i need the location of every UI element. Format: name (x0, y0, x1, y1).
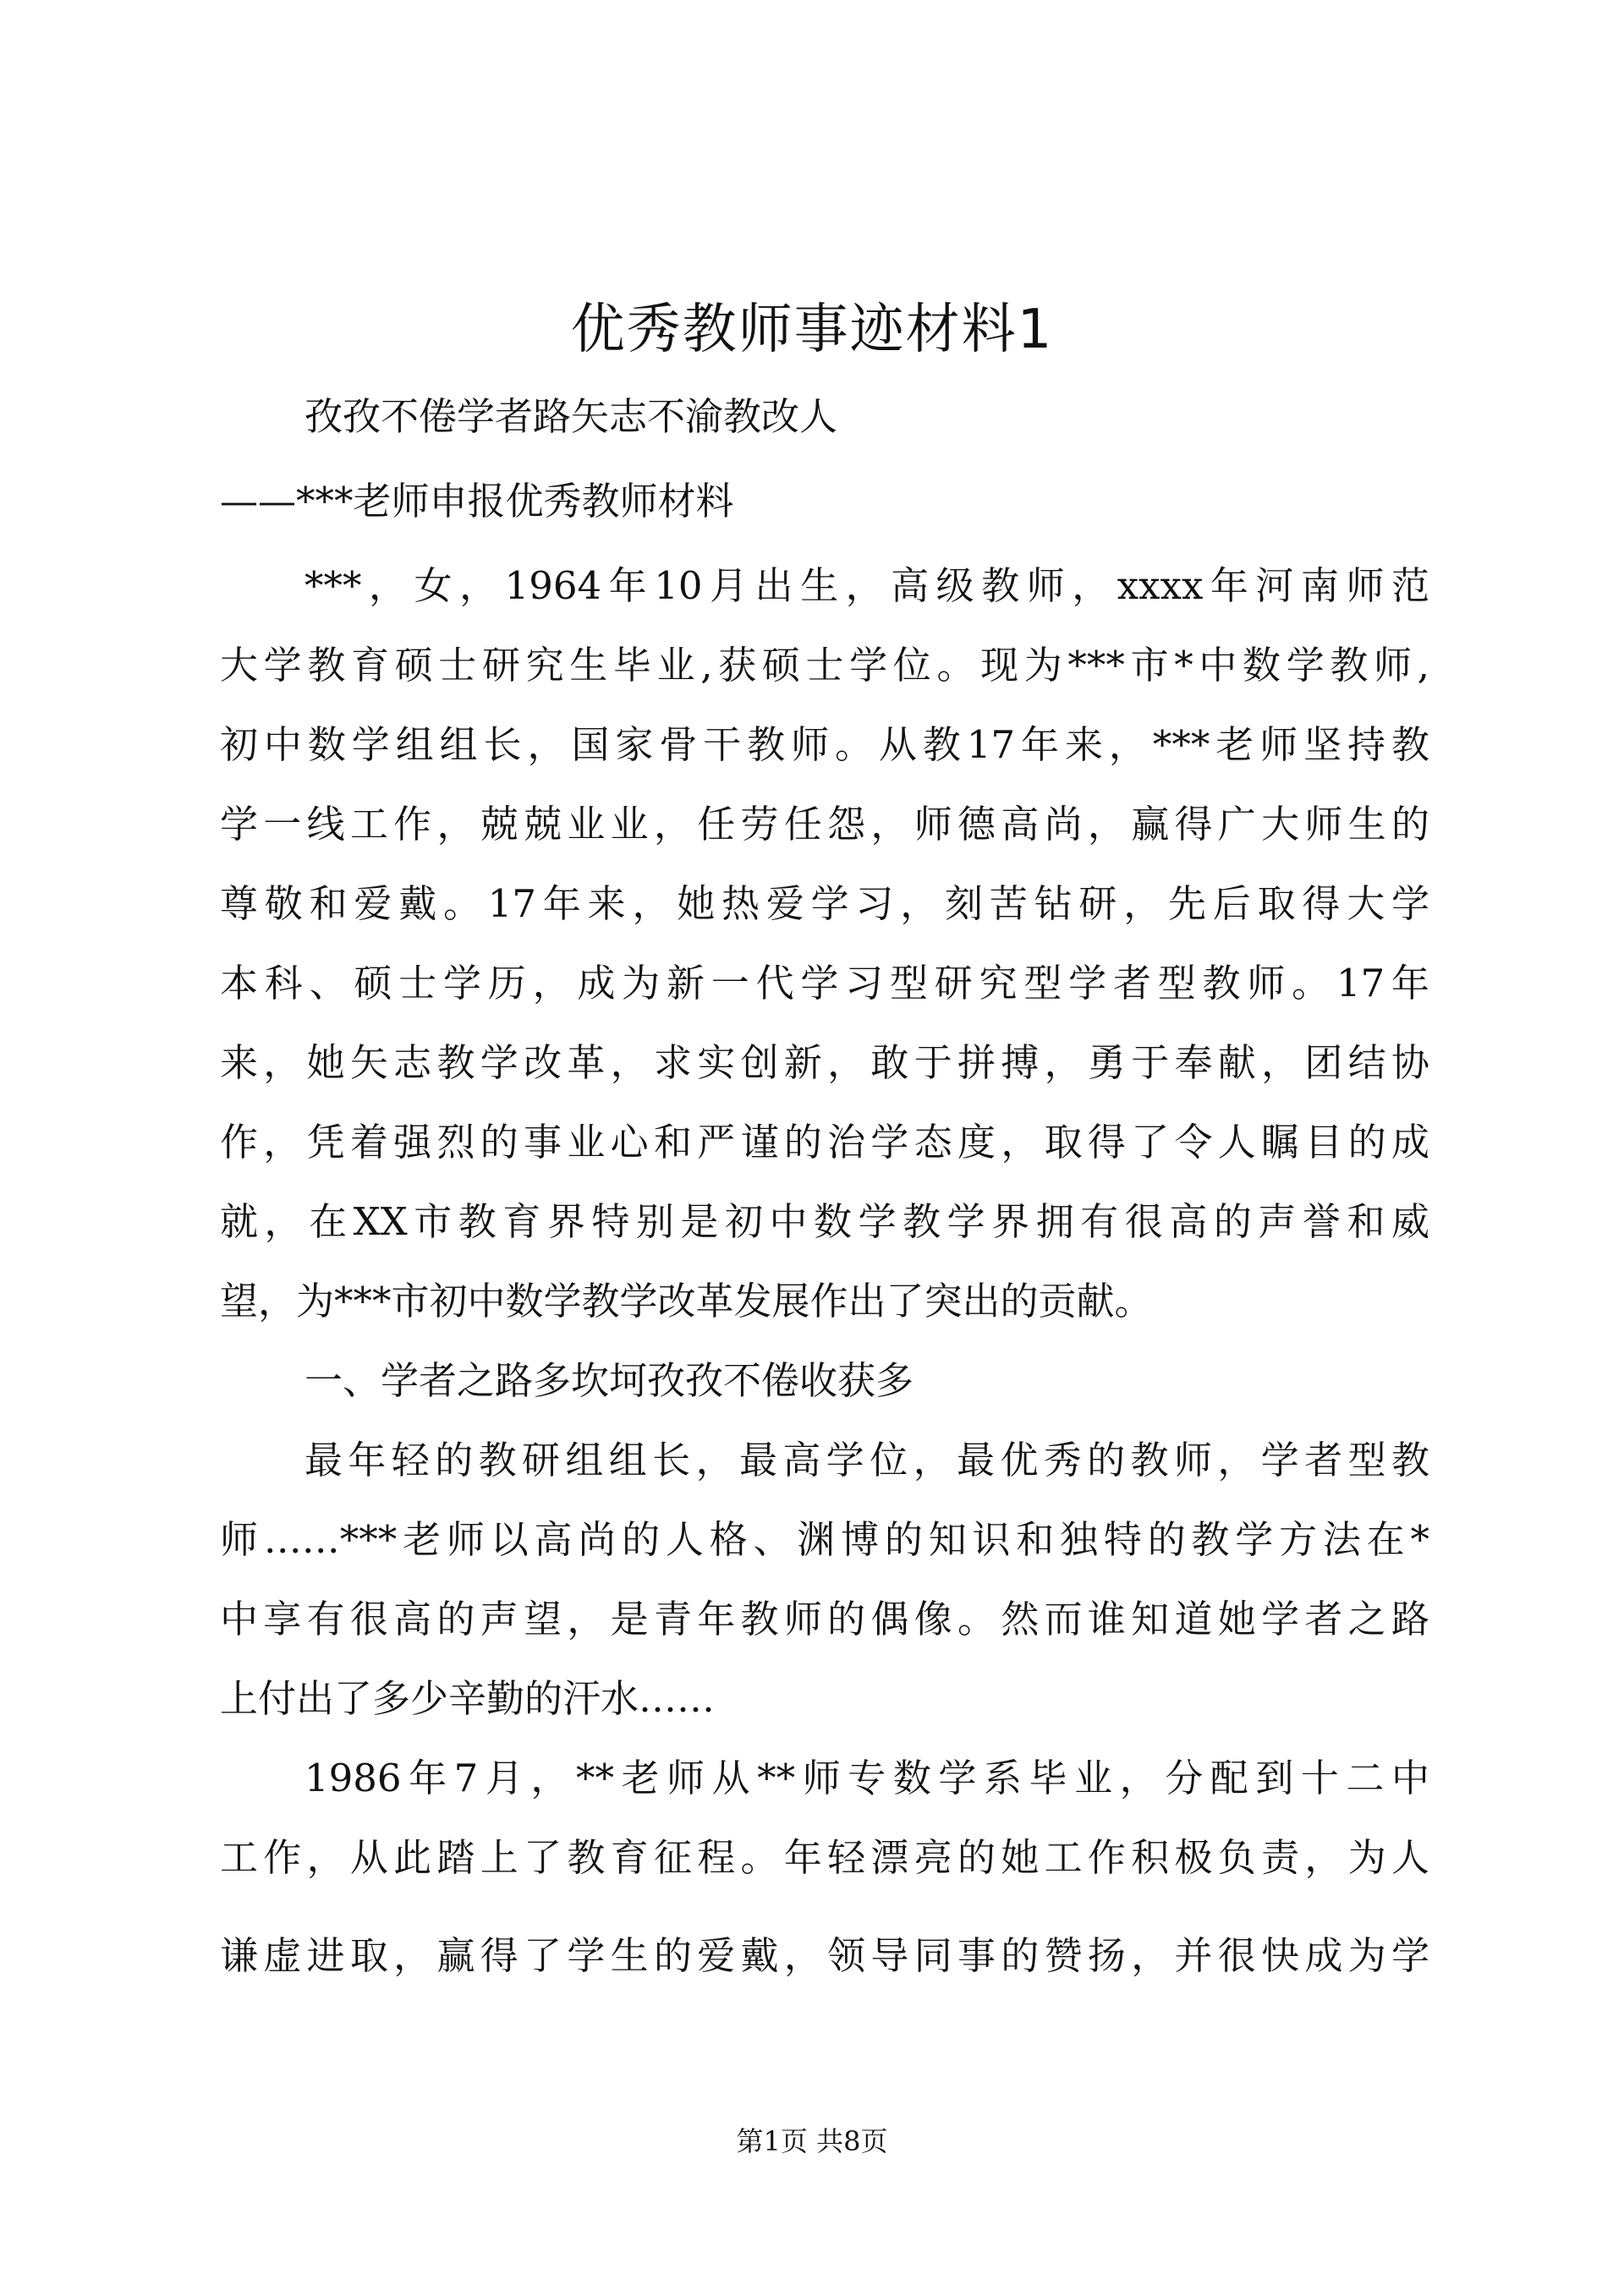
paragraph-line: 作，凭着强烈的事业心和严谨的治学态度，取得了令人瞩目的成 (220, 1120, 1429, 1164)
byline: ——***老师申报优秀教师材料 (220, 479, 734, 523)
paragraph-line: 来，她矢志教学改革，求实创新，敢于拼搏，勇于奉献，团结协 (220, 1040, 1429, 1085)
paragraph-line: 学一线工作，兢兢业业，任劳任怨，师德高尚，赢得广大师生的 (220, 802, 1429, 847)
paragraph-line: 中享有很高的声望，是青年教师的偶像。然而谁知道她学者之路 (220, 1597, 1429, 1641)
paragraph-line: 尊敬和爱戴。17年来，她热爱学习，刻苦钻研，先后取得大学 (220, 881, 1429, 926)
subtitle: 孜孜不倦学者路矢志不渝教改人 (304, 394, 838, 439)
section-heading: 一、学者之路多坎坷孜孜不倦收获多 (304, 1358, 914, 1403)
paragraph-line: ***，女，1964年10月出生，高级教师，xxxx年河南师范 (304, 563, 1429, 608)
paragraph-line: 上付出了多少辛勤的汗水…… (220, 1676, 716, 1721)
paragraph-line: 望，为***市初中数学教学改革发展作出了突出的贡献。 (220, 1279, 1153, 1323)
paragraph-line: 谦虚进取，赢得了学生的爱戴，领导同事的赞扬，并很快成为学 (220, 1933, 1429, 1978)
paragraph-line: 师……***老师以高尚的人格、渊博的知识和独特的教学方法在* (220, 1517, 1429, 1562)
paragraph-line: 大学教育硕士研究生毕业,获硕士学位。现为***市*中数学教师, (220, 643, 1429, 688)
paragraph-line: 本科、硕士学历，成为新一代学习型研究型学者型教师。17年 (220, 961, 1429, 1006)
paragraph-line: 1986年7月，**老师从**师专数学系毕业，分配到十二中 (304, 1756, 1429, 1800)
document-title: 优秀教师事迹材料1 (570, 299, 1054, 361)
paragraph-line: 工作，从此踏上了教育征程。年轻漂亮的她工作积极负责，为人 (220, 1835, 1429, 1880)
paragraph-line: 就，在XX市教育界特别是初中数学教学界拥有很高的声誉和威 (220, 1199, 1429, 1244)
paragraph-line: 最年轻的教研组组长，最高学位，最优秀的教师，学者型教 (304, 1438, 1429, 1482)
paragraph-line: 初中数学组组长，国家骨干教师。从教17年来，***老师坚持教 (220, 722, 1429, 767)
page-indicator: 第1页 共8页 (736, 2125, 888, 2157)
